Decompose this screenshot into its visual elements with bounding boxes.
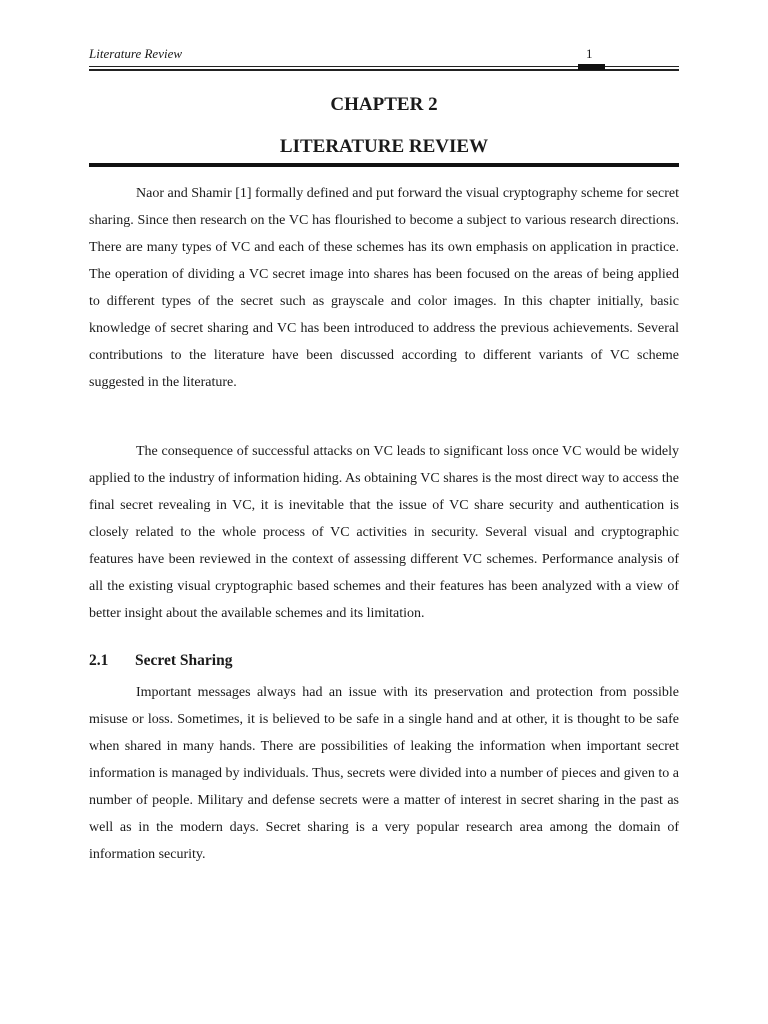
running-header [89,46,679,66]
body-paragraph-2: The consequence of successful attacks on VC leads to significant loss once VC would be widely applied to the industry of information hiding. As obtaining VC shares is the most direct way to access the final secret revealing in VC, it is inevitable that the issue of VC share security and authentication is closely related to the whole process of VC activities in security. Several visual and cryptographic features have been reviewed in the context of assessing different VC schemes. Performance analysis of all the existing visual cryptographic based schemes and their features has been analyzed with a view of better insight about the available schemes and its limitation. [89,444,679,621]
chapter-title-rule [89,163,679,167]
chapter-number: CHAPTER 2 [330,94,438,115]
running-header-title: Literature Review [89,46,183,61]
section-title: Secret Sharing [135,652,233,669]
chapter-title: LITERATURE REVIEW [279,136,489,157]
page-number: 1 [586,46,593,61]
header-rule-tab [578,64,605,70]
section-paragraph: Important messages always had an issue with its preservation and protection from possible misuse or loss. Sometimes, it is believed to be safe in a single hand and at other, it is thought to be safe when shared in many hands. There are possibilities of leaking the information when important secret information is managed by individuals. Thus, secrets were divided into a number of pieces and given to a number of people. Military and defense secrets were a matter of interest in secret sharing in the past as well as in the modern days. Secret sharing is a very popular research area among the domain of information security. [89,685,679,862]
section-heading [89,652,232,670]
body-paragraph-1: Naor and Shamir [1] formally defined and put forward the visual cryptography scheme for secret sharing. Since then research on the VC has flourished to become a subject to various research directions. There are many types of VC and each of these schemes has its own emphasis on application in practice. The operation of dividing a VC secret image into shares has been focused on the areas of being applied to different types of the secret such as grayscale and color images. In this chapter initially, basic knowledge of secret sharing and VC has been introduced to address the previous achievements. Several contributions to the literature have been discussed according to different variants of VC scheme suggested in the literature. [89,186,679,390]
section-number: 2.1 [89,652,109,669]
